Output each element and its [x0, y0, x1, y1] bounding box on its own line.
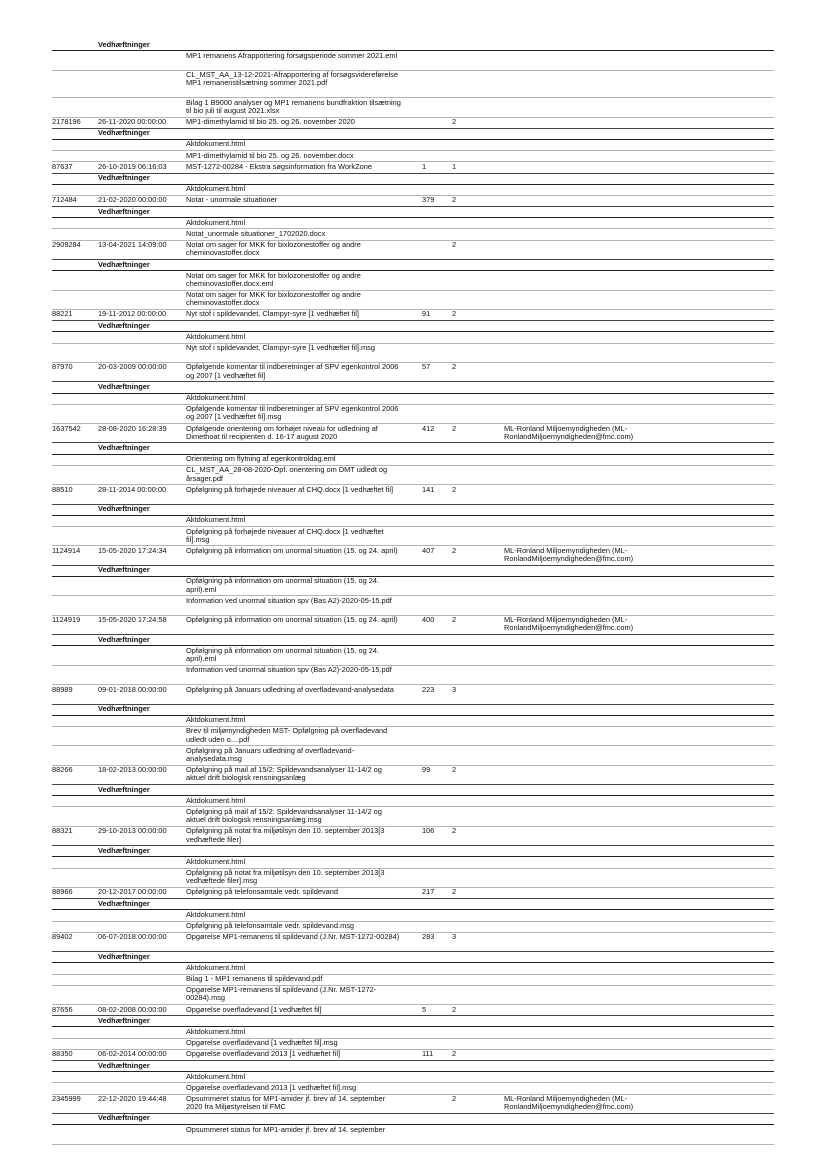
attachment-filename[interactable]: Opgørelse MP1-remanens til spildevand (J.Nr. MST-1272-00284).msg: [186, 985, 377, 1003]
document-id: 88966: [52, 887, 73, 897]
document-pages: 5: [422, 1004, 427, 1014]
attachments-header-row: [52, 505, 774, 516]
attachment-filename[interactable]: Opfølgning på forhøjede niveauer af CHQ.docx [1 vedhæftet fil].msg: [186, 526, 384, 544]
document-date: 18-02-2013 00:00:00: [98, 765, 167, 775]
document-count: 2: [452, 117, 457, 127]
document-date: 06-02-2014 00:00:00: [98, 1049, 167, 1059]
attachment-row: [52, 963, 774, 974]
attachments-label: Vedhæftninger: [98, 442, 150, 452]
attachment-row: [52, 727, 774, 746]
attachment-row: [52, 332, 774, 343]
attachments-header-row: [52, 40, 774, 51]
document-id: 2178196: [52, 117, 81, 127]
attachments-header-row: [52, 899, 774, 910]
attachments-header-row: [52, 321, 774, 332]
attachment-filename[interactable]: Aktdokument.html: [186, 217, 246, 227]
attachments-label: Vedhæftninger: [98, 704, 150, 714]
document-title[interactable]: MST-1272-00284 - Ekstra søgsinformation fra WorkZone: [186, 161, 372, 171]
document-count: 2: [452, 1049, 457, 1059]
attachment-filename[interactable]: Aktdokument.html: [186, 715, 246, 725]
attachment-filename[interactable]: Aktdokument.html: [186, 515, 246, 525]
document-date: 26-10-2019 06:16:03: [98, 161, 167, 171]
attachment-filename[interactable]: Aktdokument.html: [186, 1026, 246, 1036]
attachments-header-row: [52, 952, 774, 963]
attachments-label: Vedhæftninger: [98, 1060, 150, 1070]
document-date: 09-01-2018 00:00:00: [98, 684, 167, 694]
document-count: 2: [452, 484, 457, 494]
attachments-header-row: [52, 260, 774, 271]
attachment-row: [52, 466, 774, 485]
attachment-row: [52, 140, 774, 151]
document-title[interactable]: Nyt stof i spildevandet, Clampyr-syre [1 vedhæftet fil]: [186, 309, 359, 319]
attachments-label: Vedhæftninger: [98, 504, 150, 514]
attachment-filename[interactable]: Opgørelse overfladevand 2013 [1 vedhæftet fil].msg: [186, 1082, 357, 1092]
document-count: 3: [452, 932, 457, 942]
document-pages: 283: [422, 932, 435, 942]
attachments-label: Vedhæftninger: [98, 1015, 150, 1025]
document-count: 2: [452, 362, 457, 372]
document-title[interactable]: Opsummeret status for MP1-amider jf. brev af 14. september 2020 fra Miljøstyrelsen til FMC: [186, 1094, 386, 1112]
attachments-header-row: [52, 207, 774, 218]
document-pages: 99: [422, 765, 431, 775]
attachments-header-row: [52, 129, 774, 140]
table-row: [52, 888, 774, 899]
table-row: [52, 196, 774, 207]
attachment-row: [52, 394, 774, 405]
attachment-filename[interactable]: Opgørelse overfladevand [1 vedhæftet fil].msg: [186, 1038, 338, 1048]
document-date: 26-11-2020 00:00:00: [98, 117, 167, 127]
attachment-filename[interactable]: Opfølgning på notat fra miljøtilsyn den 10. september 2013[3 vedhæftede filer].msg: [186, 868, 385, 886]
attachments-label: Vedhæftninger: [98, 784, 150, 794]
attachment-row: [52, 922, 774, 933]
table-row: [52, 616, 774, 635]
attachments-header-row: [52, 1061, 774, 1072]
table-row: [52, 424, 774, 443]
attachment-row: [52, 1083, 774, 1094]
document-pages: 141: [422, 484, 435, 494]
document-date: 28-11-2014 00:00:00: [98, 484, 167, 494]
attachment-row: [52, 51, 774, 70]
table-row: [52, 485, 774, 504]
document-id: 1124919: [52, 615, 81, 625]
table-row: [52, 310, 774, 321]
document-pages: 111: [422, 1049, 434, 1059]
attachments-label: Vedhæftninger: [98, 565, 150, 575]
attachment-filename[interactable]: Aktdokument.html: [186, 393, 246, 403]
attachment-row: [52, 577, 774, 596]
document-id: 1124914: [52, 545, 81, 555]
document-pages: 106: [422, 826, 435, 836]
table-row: [52, 1095, 774, 1114]
attachment-filename[interactable]: Aktdokument.html: [186, 184, 246, 194]
document-id: 1637542: [52, 423, 81, 433]
document-date: 20-03-2009 00:00:00: [98, 362, 167, 372]
table-row: [52, 1050, 774, 1061]
document-pages: 91: [422, 309, 431, 319]
attachment-filename[interactable]: Aktdokument.html: [186, 139, 246, 149]
document-id: 87637: [52, 161, 73, 171]
document-sender: ML-Ronland Miljoemyndigheden (ML-RonlandMiljoemyndigheden@fmc.com): [504, 615, 634, 633]
document-pages: 379: [422, 195, 435, 205]
attachment-filename[interactable]: Information ved unormal situation spv (Bas A2)-2020-05-15.pdf: [186, 665, 392, 675]
attachment-filename[interactable]: Aktdokument.html: [186, 795, 246, 805]
attachment-filename[interactable]: Aktdokument.html: [186, 856, 246, 866]
attachment-filename[interactable]: Nyt stof i spildevandet, Clampyr-syre [1 vedhæftet fil].msg: [186, 343, 375, 353]
attachment-filename[interactable]: Notat om sager for MKK for bixlozonestoffer og andre cheminovastoffer.docx.eml: [186, 270, 361, 288]
attachment-row: [52, 596, 774, 615]
attachments-label: Vedhæftninger: [98, 128, 150, 138]
attachments-header-row: [52, 846, 774, 857]
attachment-row: [52, 1027, 774, 1038]
attachment-filename[interactable]: Aktdokument.html: [186, 962, 246, 972]
document-date: 15-05-2020 17:24:58: [98, 615, 167, 625]
document-date: 06-07-2018 00:00:00: [98, 932, 167, 942]
attachment-filename[interactable]: Brev til miljømyndigheden MST- Opfølgning på overfladevand udledt uden o....pdf: [186, 726, 388, 744]
attachment-row: [52, 516, 774, 527]
attachment-filename[interactable]: Notat om sager for MKK for bixlozonestoffer og andre cheminovastoffer.docx: [186, 290, 361, 308]
attachment-row: [52, 71, 774, 99]
attachment-filename[interactable]: Opfølgning på Januars udledning af overfladevand-analysedata.msg: [186, 745, 355, 763]
attachments-label: Vedhæftninger: [98, 951, 150, 961]
attachment-filename[interactable]: Opfølgning på mail af 15/2: Spildevandsanalyser 11-14/2 og aktuel drift biologisk rensningsanlæg.msg: [186, 806, 382, 825]
document-date: 19-11-2012 00:00:00: [98, 309, 167, 319]
attachments-label: Vedhæftninger: [98, 173, 150, 182]
document-title[interactable]: Opfølgning på notat fra miljøtilsyn den 10. september 2013[3 vedhæftede filer]: [186, 826, 385, 844]
document-title[interactable]: Opfølgning på information om unormal situation (15. og 24. april): [186, 615, 398, 625]
attachment-filename[interactable]: Aktdokument.html: [186, 1071, 246, 1081]
document-table: [52, 40, 774, 1145]
document-id: 712484: [52, 195, 77, 205]
document-pages: 223: [422, 684, 435, 694]
attachments-header-row: [52, 443, 774, 454]
document-pages: 57: [422, 362, 431, 372]
attachment-filename[interactable]: CL_MST_AA_28-08-2020-Opf. orientering om DMT udledt og årsager.pdf: [186, 465, 388, 483]
document-count: 2: [452, 423, 457, 433]
document-id: 88510: [52, 484, 73, 494]
attachment-row: [52, 218, 774, 229]
attachment-filename[interactable]: Opfølgende komentar til indberetninger af SPV egenkontrol 2006 og 2007 [1 vedhæftet fil].msg: [186, 404, 399, 422]
attachment-row: [52, 455, 774, 466]
document-id: 88350: [52, 1049, 73, 1059]
attachment-row: [52, 1072, 774, 1083]
attachment-row: [52, 986, 774, 1005]
attachment-row: [52, 807, 774, 826]
table-row: [52, 162, 774, 173]
table-row: [52, 118, 774, 129]
table-row: [52, 546, 774, 565]
document-title[interactable]: Opfølgning på mail af 15/2: Spildevandsanalyser 11-14/2 og aktuel drift biologisk rensningsanlæg: [186, 765, 382, 783]
document-title[interactable]: Opgørelse overfladevand 2013 [1 vedhæftet fil]: [186, 1049, 341, 1059]
attachment-row: [52, 666, 774, 685]
document-id: 2909284: [52, 240, 81, 250]
document-date: 29-10-2013 00:00:00: [98, 826, 167, 836]
document-count: 2: [452, 240, 457, 250]
document-id: 87656: [52, 1004, 73, 1014]
attachments-label: Vedhæftninger: [98, 259, 150, 269]
attachment-row: [52, 646, 774, 665]
attachment-row: [52, 910, 774, 921]
document-date: 22-12-2020 19:44:48: [98, 1094, 167, 1104]
document-title[interactable]: Notat om sager for MKK for bixlozonestoffer og andre cheminovastoffer.docx: [186, 240, 361, 258]
document-id: 88266: [52, 765, 73, 775]
attachments-label: Vedhæftninger: [98, 320, 150, 330]
attachments-header-row: [52, 174, 774, 185]
table-row: [52, 766, 774, 785]
document-pages: 217: [422, 887, 435, 897]
attachment-row: [52, 746, 774, 765]
attachment-row: [52, 151, 774, 162]
attachment-row: [52, 344, 774, 363]
document-title[interactable]: Opfølgende komentar til indberetninger af SPV egenkontrol 2006 og 2007 [1 vedhæftet fil]: [186, 362, 399, 380]
attachment-filename[interactable]: Orientering om flytning af egenkontroldag.eml: [186, 454, 336, 464]
attachment-row: [52, 857, 774, 868]
attachments-header-row: [52, 705, 774, 716]
attachment-filename[interactable]: Opfølgning på telefonsamtale vedr. spildevand.msg: [186, 921, 355, 931]
document-title[interactable]: Opfølgning på telefonsamtale vedr. spildevand: [186, 887, 339, 897]
attachment-row: [52, 405, 774, 424]
attachment-row: [52, 271, 774, 290]
document-title[interactable]: MP1-dimethylamid til bio 25. og 26. november 2020: [186, 117, 355, 127]
document-count: 2: [452, 615, 457, 625]
attachment-filename[interactable]: Aktdokument.html: [186, 909, 246, 919]
attachment-row: [52, 98, 774, 117]
attachments-header-row: [52, 1016, 774, 1027]
document-count: 1: [452, 161, 457, 171]
document-date: 20-12-2017 00:00:00: [98, 887, 167, 897]
document-id: 88221: [52, 309, 73, 319]
attachments-header-row: [52, 566, 774, 577]
attachments-label: Vedhæftninger: [98, 898, 150, 908]
attachment-filename[interactable]: Bilag 1 - MP1 remanens til spildevand.pdf: [186, 974, 323, 983]
attachment-filename[interactable]: MP1 remanens Afrapportering forsøgsperiode sommer 2021.eml: [186, 50, 398, 60]
document-count: 2: [452, 545, 457, 555]
attachment-row: [52, 1039, 774, 1050]
attachment-row: [52, 716, 774, 727]
table-row: [52, 933, 774, 952]
document-id: 88321: [52, 826, 73, 836]
table-row: [52, 827, 774, 846]
attachments-label: Vedhæftninger: [98, 381, 150, 391]
table-row: [52, 685, 774, 704]
document-date: 13-04-2021 14:09:00: [98, 240, 167, 250]
document-title[interactable]: Opfølgning på Januars udledning af overfladevand-analysedata: [186, 684, 394, 694]
document-date: 28-08-2020 16:28:39: [98, 423, 167, 433]
document-title[interactable]: Notat - unormale situationer: [186, 195, 278, 205]
attachment-row: [52, 291, 774, 310]
attachments-label: Vedhæftninger: [98, 206, 150, 216]
attachment-filename[interactable]: Opfølgning på information om unormal situation (15. og 24. april).eml: [186, 576, 380, 594]
attachments-label: Vedhæftninger: [98, 39, 150, 49]
attachment-row: [52, 229, 774, 240]
document-id: 2345999: [52, 1094, 81, 1104]
document-count: 2: [452, 887, 457, 897]
document-title[interactable]: Opgørelse overfladevand [1 vedhæftet fil]: [186, 1004, 322, 1014]
document-date: 08-02-2008 00:00:00: [98, 1004, 167, 1014]
document-pages: 1: [422, 161, 427, 171]
document-pages: 412: [422, 423, 435, 433]
attachment-filename[interactable]: Opfølgning på information om unormal situation (15. og 24. april).eml: [186, 645, 380, 664]
document-id: 87970: [52, 362, 73, 372]
attachment-filename[interactable]: CL_MST_AA_13-12-2021-Afrapportering af forsøgsvidereførelse MP1 remanenstilsætning sommer 2021.pdf: [186, 70, 398, 88]
document-pages: 400: [422, 615, 435, 625]
attachment-row: [52, 975, 774, 986]
document-count: 3: [452, 684, 457, 694]
document-count: 2: [452, 765, 457, 775]
document-count: 2: [452, 1094, 457, 1104]
document-sender: ML-Ronland Miljoemyndigheden (ML-RonlandMiljoemyndigheden@fmc.com): [504, 1094, 634, 1112]
attachments-label: Vedhæftninger: [98, 845, 150, 855]
attachment-row: [52, 1125, 774, 1144]
document-count: 2: [452, 195, 457, 205]
document-count: 2: [452, 826, 457, 836]
document-id: 89402: [52, 932, 73, 942]
document-id: 88989: [52, 684, 73, 694]
table-row: [52, 241, 774, 260]
document-date: 15-05-2020 17:24:34: [98, 545, 167, 555]
attachments-header-row: [52, 382, 774, 393]
attachment-filename[interactable]: Information ved unormal situation spv (Bas A2)-2020-05-15.pdf: [186, 595, 392, 605]
document-title[interactable]: Opgørelse MP1-remanens til spildevand (J.Nr. MST-1272-00284): [186, 932, 400, 942]
attachment-filename[interactable]: MP1-dimethylamid til bio 25. og 26. november.docx: [186, 150, 354, 160]
attachment-filename[interactable]: Bilag 1 B9000 analyser og MP1 remanens bundfraktion tilsætning til bio juli til august 2021.xlsx: [186, 97, 401, 115]
document-date: 21-02-2020 00:00:00: [98, 195, 167, 205]
attachment-row: [52, 796, 774, 807]
document-sender: ML-Ronland Miljoemyndigheden (ML-RonlandMiljoemyndigheden@fmc.com): [504, 545, 634, 564]
table-row: [52, 363, 774, 382]
attachments-header-row: [52, 635, 774, 646]
document-count: 2: [452, 1004, 457, 1014]
document-title[interactable]: Opfølgning på forhøjede niveauer af CHQ.docx [1 vedhæftet fil]: [186, 484, 394, 494]
attachment-row: [52, 185, 774, 196]
attachments-header-row: [52, 1114, 774, 1125]
attachment-filename[interactable]: Notat_unormale situationer_1702020.docx: [186, 228, 326, 238]
document-count: 2: [452, 309, 457, 319]
attachments-label: Vedhæftninger: [98, 634, 150, 644]
attachment-row: [52, 527, 774, 546]
document-sender: ML-Ronland Miljoemyndigheden (ML-RonlandMiljoemyndigheden@fmc.com): [504, 423, 634, 441]
attachment-filename[interactable]: Opsummeret status for MP1-amider jf. brev af 14. september: [186, 1124, 386, 1134]
attachments-label: Vedhæftninger: [98, 1113, 150, 1123]
table-row: [52, 1005, 774, 1016]
attachment-filename[interactable]: Aktdokument.html: [186, 331, 246, 341]
attachments-header-row: [52, 785, 774, 796]
document-pages: 407: [422, 545, 435, 555]
attachment-row: [52, 869, 774, 888]
document-title[interactable]: Opfølgning på information om unormal situation (15. og 24. april): [186, 545, 398, 555]
document-title[interactable]: Opfølgende orientering om forhøjet niveau for udledning af Dimethoat til recipienten d. 16-17 august 2020: [186, 423, 378, 441]
